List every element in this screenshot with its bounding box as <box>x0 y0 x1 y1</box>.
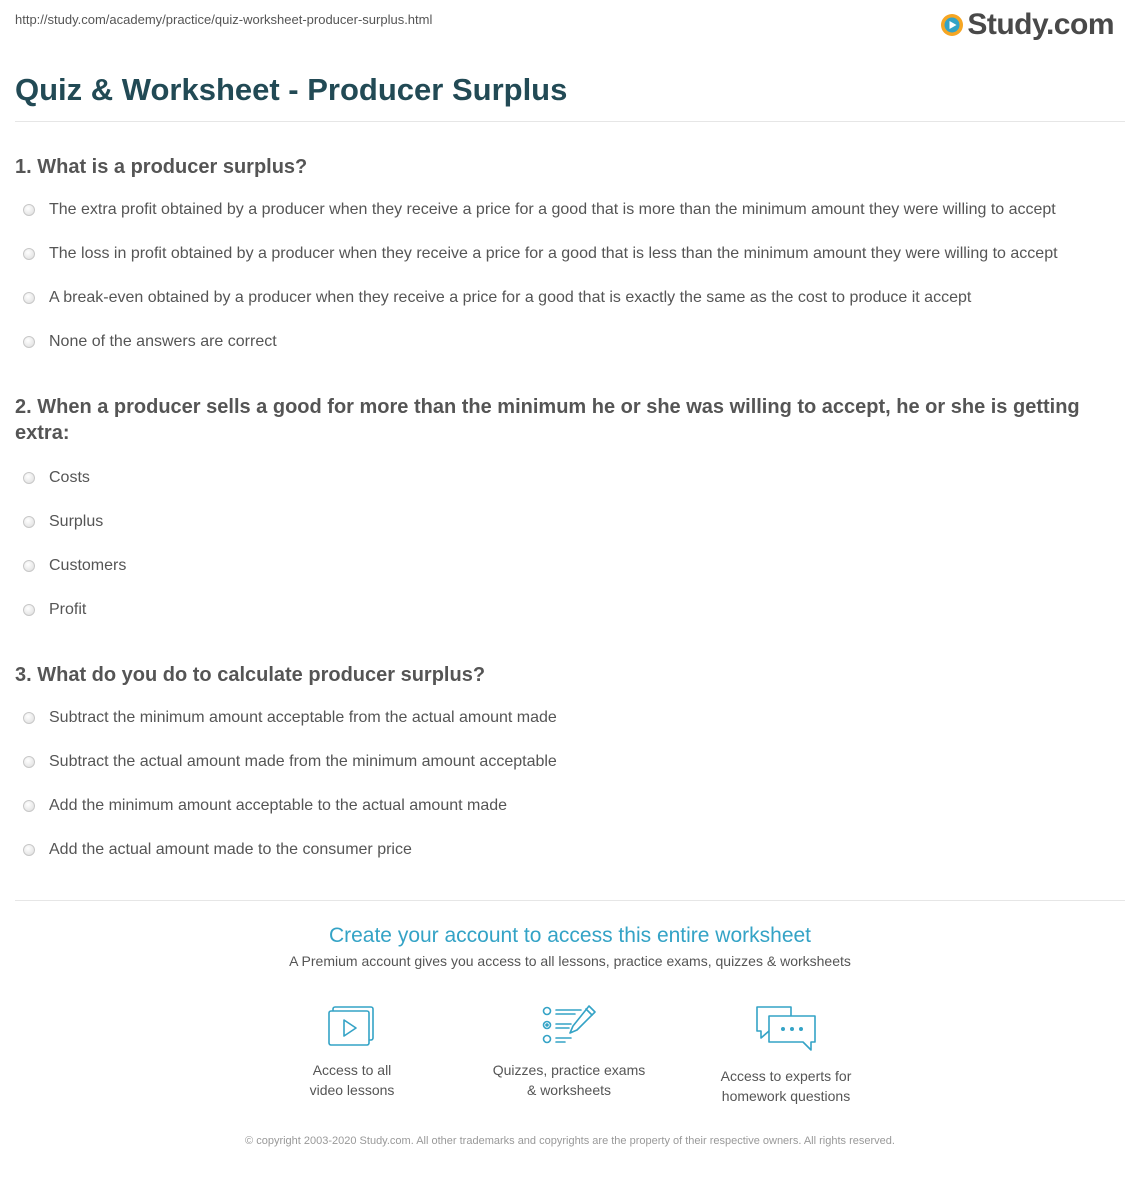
answer-option[interactable] <box>15 510 1130 534</box>
feature-label-line: homework questions <box>721 1088 851 1104</box>
expert-chat-icon <box>754 1004 818 1054</box>
answer-text: A break-even obtained by a producer when they receive a price for a good that is exactly the same as the cost to produce it accept <box>49 289 972 306</box>
radio-button[interactable] <box>23 756 35 768</box>
answer-option[interactable] <box>15 330 1130 354</box>
study-logo[interactable] <box>940 8 1114 42</box>
answer-text: Costs <box>49 469 90 486</box>
feature-quizzes <box>469 1004 669 1100</box>
cta-divider <box>15 900 1125 901</box>
question-1: 1. What is a producer surplus? <box>15 156 308 178</box>
radio-button[interactable] <box>23 248 35 260</box>
answer-text: Surplus <box>49 513 104 530</box>
cta-subtitle: A Premium account gives you access to all lessons, practice exams, quizzes & worksheets <box>289 953 851 969</box>
feature-video-lessons <box>252 1004 452 1100</box>
answer-option[interactable] <box>15 794 1130 818</box>
answer-text: Profit <box>49 601 87 618</box>
answer-text: Subtract the minimum amount acceptable from the actual amount made <box>49 709 557 726</box>
copyright-footer: © copyright 2003-2020 Study.com. All other trademarks and copyrights are the property of their respective owners. All rights reserved. <box>245 1135 895 1147</box>
answer-option[interactable] <box>15 286 1130 310</box>
radio-button[interactable] <box>23 292 35 304</box>
title-divider <box>15 121 1125 122</box>
answer-text: Customers <box>49 557 127 574</box>
feature-label-line: Quizzes, practice exams <box>492 1062 646 1078</box>
radio-button[interactable] <box>23 604 35 616</box>
answer-text: Add the actual amount made to the consumer price <box>49 841 412 858</box>
top-bar <box>0 0 1140 50</box>
feature-label-line: video lessons <box>309 1082 395 1098</box>
logo-text: Study.com <box>967 8 1114 41</box>
cta-title[interactable]: Create your account to access this entire worksheet <box>328 924 812 947</box>
page-title: Quiz & Worksheet - Producer Surplus <box>15 72 568 107</box>
radio-button[interactable] <box>23 204 35 216</box>
answer-option[interactable] <box>15 242 1130 266</box>
radio-button[interactable] <box>23 336 35 348</box>
answer-text: Subtract the actual amount made from the minimum amount acceptable <box>49 753 557 770</box>
answer-option[interactable] <box>15 750 1130 774</box>
answer-option[interactable] <box>15 706 1130 730</box>
radio-button[interactable] <box>23 800 35 812</box>
feature-label-line: & worksheets <box>526 1082 612 1098</box>
feature-label-line: Access to all <box>312 1062 392 1078</box>
page-url: http://study.com/academy/practice/quiz-worksheet-producer-surplus.html <box>15 12 433 27</box>
answer-option[interactable] <box>15 598 1130 622</box>
answer-option[interactable] <box>15 466 1130 490</box>
quiz-checklist-icon <box>541 1004 597 1048</box>
radio-button[interactable] <box>23 560 35 572</box>
answer-text: The extra profit obtained by a producer when they receive a price for a good that is more than the minimum amount they were willing to accept <box>49 201 1056 218</box>
feature-experts <box>686 1004 886 1106</box>
answer-text: Add the minimum amount acceptable to the actual amount made <box>49 797 508 814</box>
answer-option[interactable] <box>15 554 1130 578</box>
study-logo-icon <box>940 13 964 37</box>
question-2: 2. When a producer sells a good for more than the minimum he or she was willing to accept, he or she is getting extra: <box>15 396 1080 444</box>
radio-button[interactable] <box>23 472 35 484</box>
answer-text: The loss in profit obtained by a producer when they receive a price for a good that is less than the minimum amount they were willing to accept <box>49 245 1058 262</box>
radio-button[interactable] <box>23 844 35 856</box>
video-lessons-icon <box>327 1004 377 1048</box>
answer-text: None of the answers are correct <box>49 333 277 350</box>
feature-label-line: Access to experts for <box>720 1068 852 1084</box>
radio-button[interactable] <box>23 712 35 724</box>
question-3: 3. What do you do to calculate producer surplus? <box>15 664 486 686</box>
answer-option[interactable] <box>15 838 1130 862</box>
answer-option[interactable] <box>15 198 1130 222</box>
radio-button[interactable] <box>23 516 35 528</box>
